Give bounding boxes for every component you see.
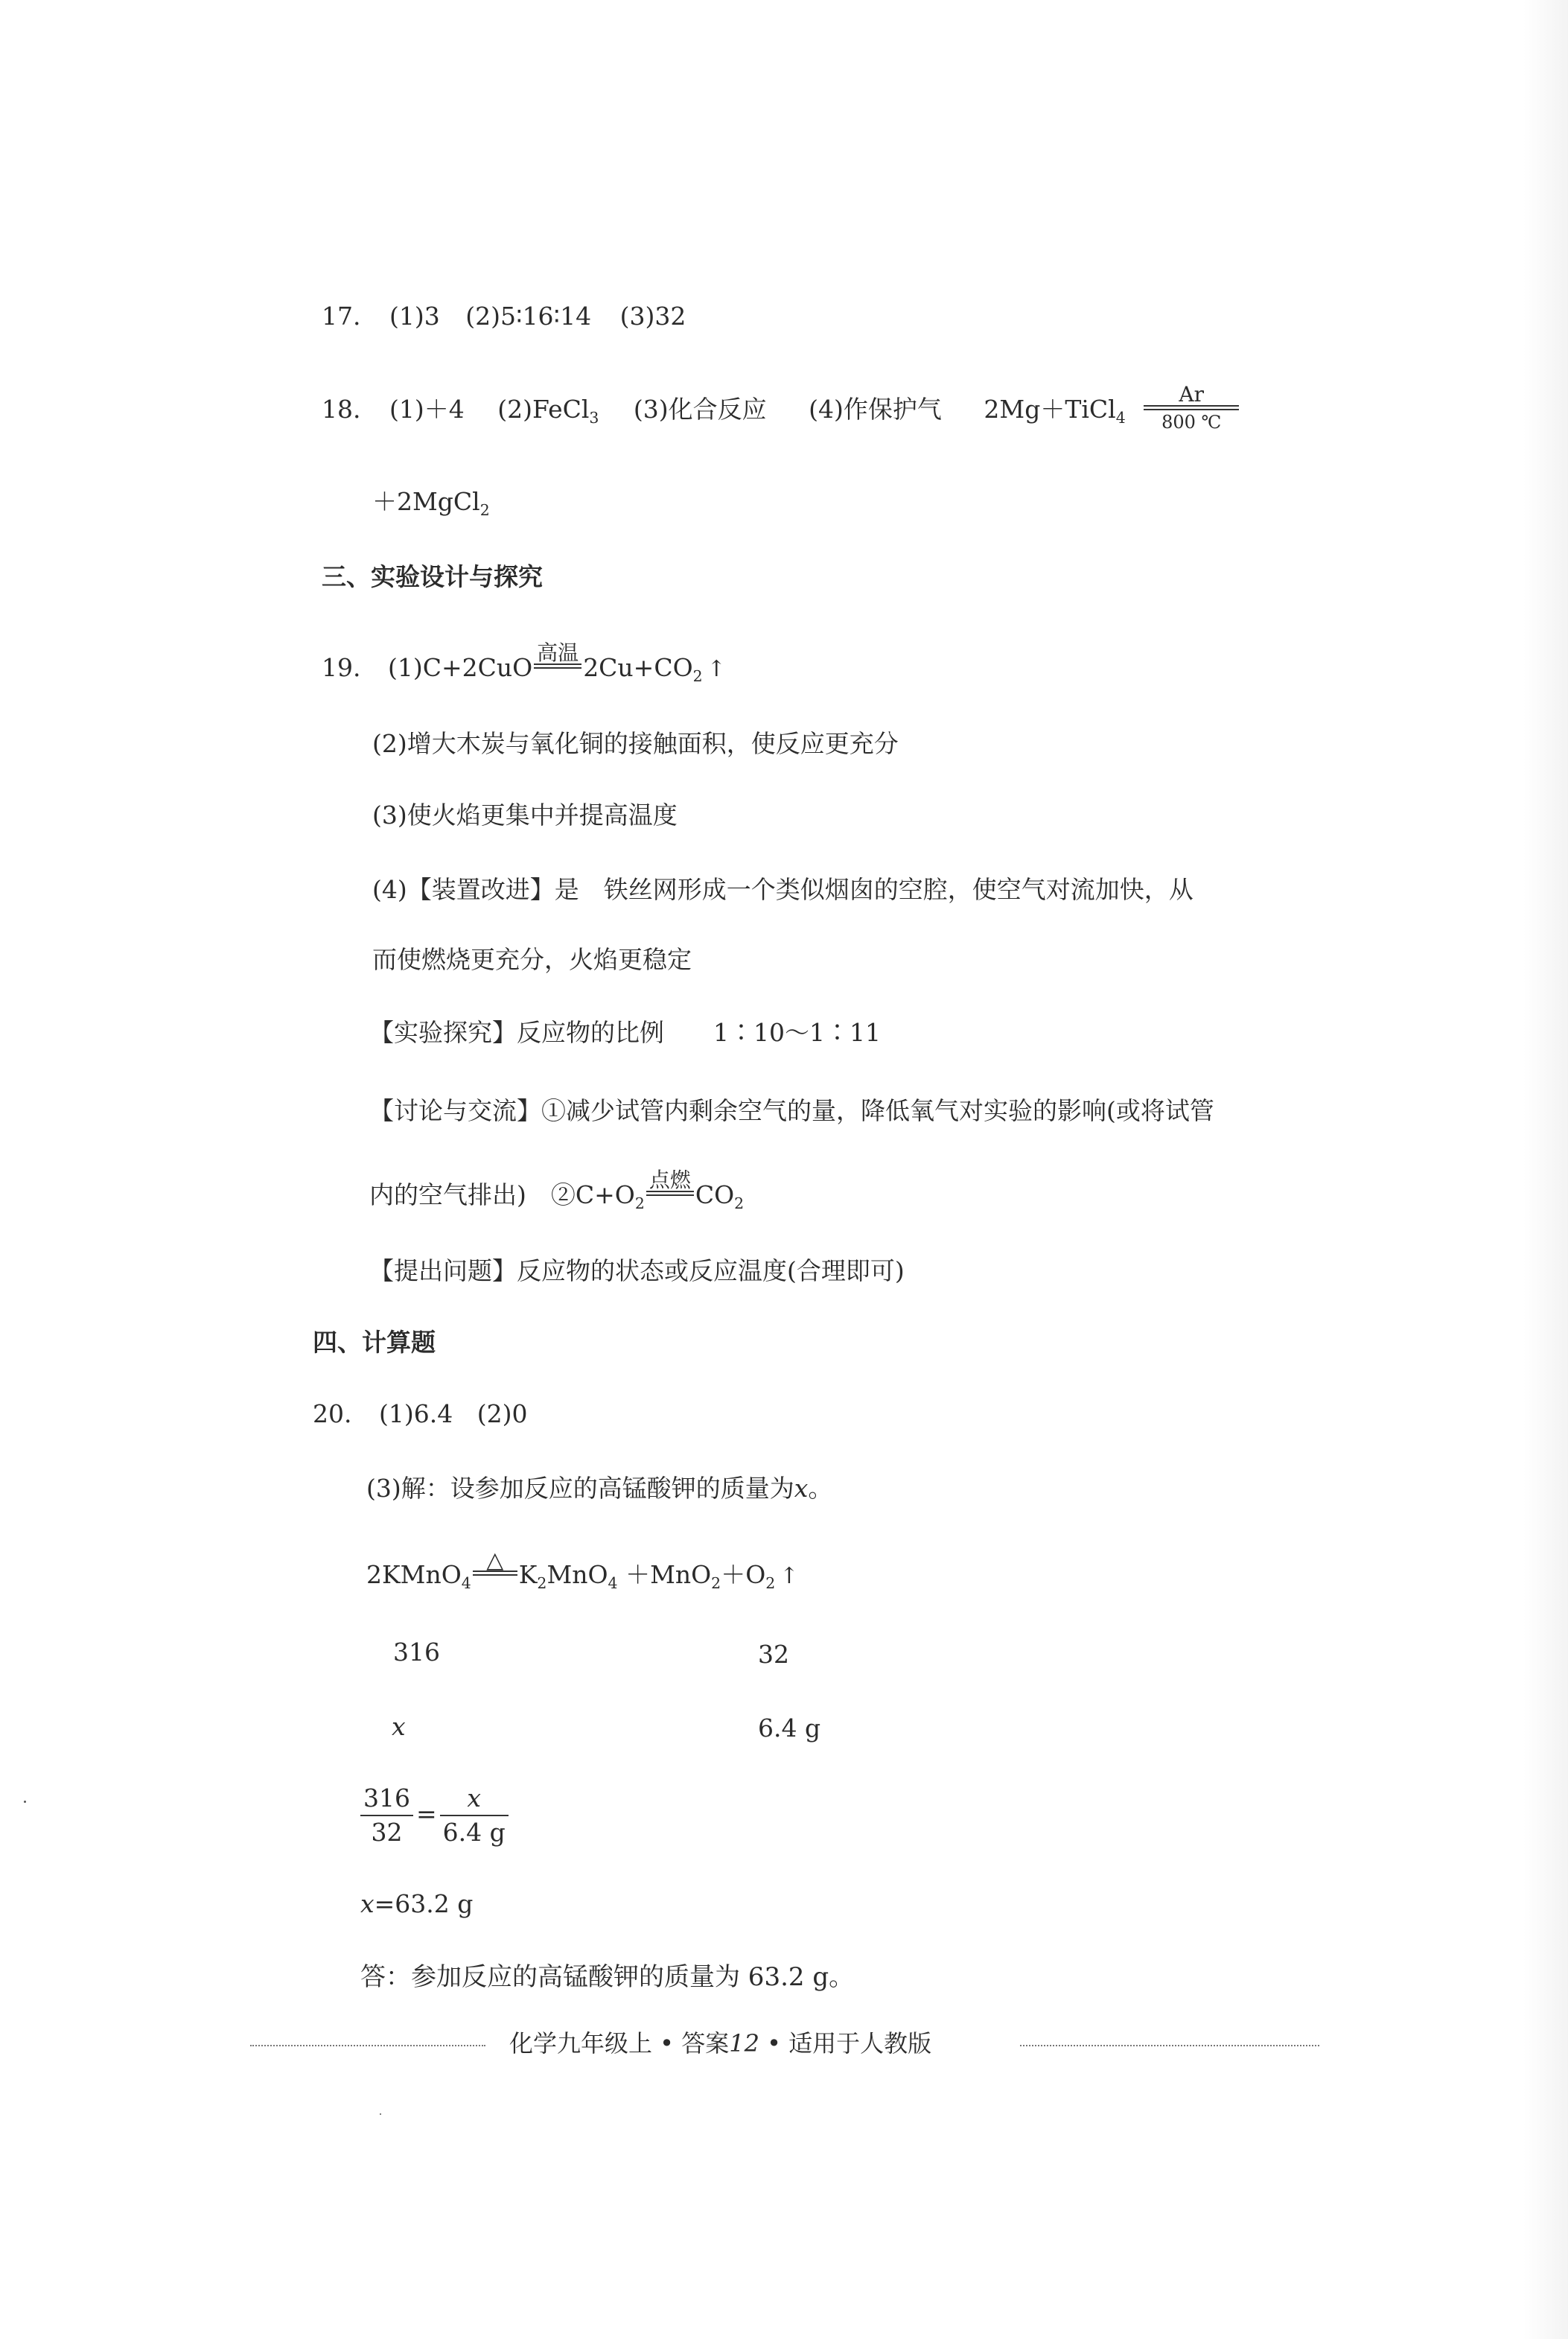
q20-heat-condition: △ <box>473 1562 517 1587</box>
gas-arrow-icon: ↑ <box>780 1563 799 1589</box>
q18-part3: (3)化合反应 <box>633 395 767 424</box>
print-speck <box>24 1801 26 1803</box>
footer-label: 化学九年级上 • 答案12 • 适用于人教版 <box>509 2029 932 2058</box>
gas-arrow-icon: ↑ <box>707 656 726 682</box>
q19-discuss-condition: 点燃 <box>646 1183 694 1207</box>
q20-mass-left: 316 <box>393 1638 440 1667</box>
q19-question: 【提出问题】反应物的状态或反应温度(合理即可) <box>369 1256 905 1285</box>
q17-part2: (2)5∶16∶14 <box>465 302 592 331</box>
q18-part1: (1)＋4 <box>389 395 465 424</box>
q20-var-left: x <box>392 1712 406 1741</box>
q20-number: 20. <box>313 1399 352 1428</box>
q17-number: 17. <box>322 302 361 331</box>
q20-equation: 2KMnO$_4$ △ $K_2MnO_4 +MnO_2+O_2$ ↑ <box>366 1547 799 1593</box>
page-edge-shade <box>1523 0 1568 2339</box>
q19-explore: 【实验探究】反应物的比例 1∶10～1∶11 <box>369 1018 881 1047</box>
print-speck <box>380 2113 381 2115</box>
q18-reaction-condition: Ar 800 ℃ <box>1144 397 1239 421</box>
q18-part2: (2)FeCl$_3$ <box>497 395 599 427</box>
q18-equation-continued: ＋2MgCl$_2$ <box>372 487 490 520</box>
fraction-left: $\frac{316}{32}$ <box>360 1784 413 1847</box>
q19-part2: (2)增大木炭与氧化铜的接触面积，使反应更充分 <box>372 729 899 758</box>
question-18 <box>322 382 1240 433</box>
q20-part3: (3)解：设参加反应的高锰酸钾的质量为x。 <box>366 1474 833 1503</box>
q19-part4-line1: (4)【装置改进】是 铁丝网形成一个类似烟囱的空腔，使空气对流加快，从 <box>372 875 1193 904</box>
q20-proportion: $\frac{316}{32}$ = $\frac{x}{6.4 g}$ <box>360 1784 509 1847</box>
section-3-title: 三、实验设计与探究 <box>322 562 543 591</box>
q19-number: 19. <box>322 653 361 682</box>
question-20-line1: 20. (1)6.4 (2)0 <box>313 1399 528 1428</box>
q19-part4-line2: 而使燃烧更充分，火焰更稳定 <box>372 945 692 974</box>
q17-part1: (1)3 <box>389 302 440 331</box>
footer-rule-left <box>250 2045 485 2046</box>
footer-rule-right <box>1020 2045 1319 2046</box>
question-19-part1: 19. (1)C+2CuO 高温 $2Cu+CO_2$ ↑ <box>322 640 726 686</box>
q19-reaction-condition: 高温 <box>534 655 581 680</box>
q19-part3: (3)使火焰更集中并提高温度 <box>372 801 678 830</box>
q20-var-right: 6.4 g <box>758 1713 821 1743</box>
q17-part3: (3)32 <box>619 302 686 331</box>
q18-part4: (4)作保护气 <box>809 395 942 424</box>
question-17 <box>322 302 686 331</box>
section-4-title: 四、计算题 <box>313 1328 436 1357</box>
q18-equation: 2Mg＋TiCl$_4$ Ar 800 ℃ <box>984 395 1240 424</box>
q20-answer: 答：参加反应的高锰酸钾的质量为 63.2 g。 <box>360 1962 855 1992</box>
q20-result: x=63.2 g <box>360 1889 474 1918</box>
q20-mass-right: 32 <box>758 1640 789 1669</box>
q19-discuss-line1: 【讨论与交流】①减少试管内剩余空气的量，降低氧气对实验的影响(或将试管 <box>369 1096 1214 1125</box>
q19-discuss-line2: 内的空气排出) $②C+O_2$ 点燃 $CO_2$ <box>369 1168 745 1213</box>
q18-number: 18. <box>322 395 361 424</box>
fraction-right: $\frac{x}{6.4 g}$ <box>440 1784 509 1847</box>
